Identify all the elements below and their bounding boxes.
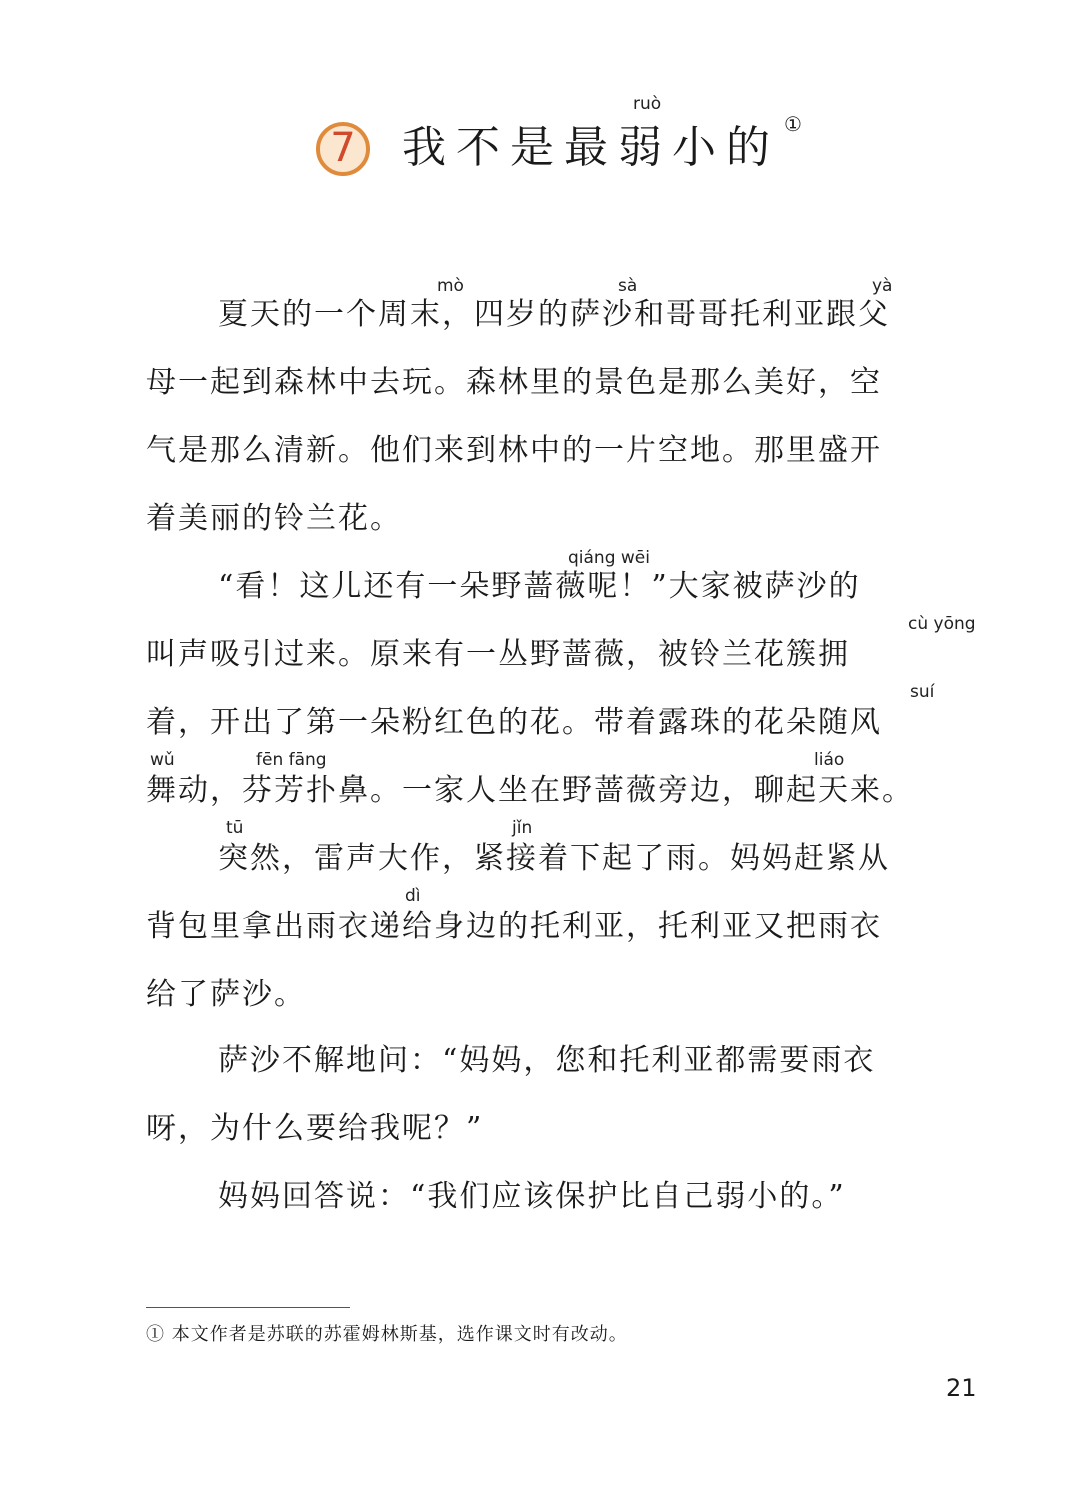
- text-line: 萨沙不解地问：“妈妈，您和托利亚都需要雨衣: [218, 1043, 876, 1078]
- pinyin-mo: mò: [437, 276, 464, 296]
- pinyin-tu: tū: [226, 818, 244, 838]
- text-line: 着美丽的铃兰花。: [146, 501, 402, 536]
- text-line: 母一起到森林中去玩。森林里的景色是那么美好，空: [146, 365, 882, 400]
- pinyin-di: dì: [405, 886, 421, 906]
- page-title: 我不是最弱小的: [402, 122, 780, 173]
- text-line: 叫声吸引过来。原来有一丛野蔷薇，被铃兰花簇拥: [146, 637, 850, 672]
- pinyin-sa: sà: [618, 276, 638, 296]
- title-footnote-mark: ①: [784, 112, 802, 136]
- text-line: 给了萨沙。: [146, 977, 306, 1012]
- text-line: 夏天的一个周末，四岁的萨沙和哥哥托利亚跟父: [218, 297, 890, 332]
- page-number: 21: [946, 1374, 977, 1402]
- footnote-divider: [146, 1307, 350, 1308]
- text-line: 背包里拿出雨衣递给身边的托利亚，托利亚又把雨衣: [146, 909, 882, 944]
- pinyin-liao: liáo: [814, 750, 845, 770]
- pinyin-qiangwei: qiáng wēi: [568, 548, 650, 568]
- text-line: 着，开出了第一朵粉红色的花。带着露珠的花朵随风: [146, 705, 882, 740]
- text-line: 舞动，芬芳扑鼻。一家人坐在野蔷薇旁边，聊起天来。: [146, 773, 914, 808]
- text-line: 妈妈回答说：“我们应该保护比自己弱小的。”: [218, 1179, 846, 1214]
- pinyin-wu: wǔ: [150, 750, 175, 770]
- text-line: 气是那么清新。他们来到林中的一片空地。那里盛开: [146, 433, 882, 468]
- pinyin-fenfang: fēn fāng: [256, 750, 327, 770]
- pinyin-jin: jǐn: [512, 818, 533, 838]
- pinyin-sui: suí: [910, 682, 935, 702]
- footnote: ① 本文作者是苏联的苏霍姆林斯基，选作课文时有改动。: [146, 1324, 628, 1345]
- lesson-header: [0, 94, 1074, 190]
- pinyin-cuyong: cù yōng: [908, 614, 976, 634]
- lesson-number: 7: [330, 125, 356, 171]
- text-line: “看！这儿还有一朵野蔷薇呢！”大家被萨沙的: [218, 569, 861, 604]
- pinyin-ya: yà: [872, 276, 893, 296]
- text-line: 突然，雷声大作，紧接着下起了雨。妈妈赶紧从: [218, 841, 890, 876]
- lesson-number-badge: [316, 122, 370, 176]
- title-pinyin: ruò: [633, 94, 662, 114]
- text-line: 呀，为什么要给我呢？”: [146, 1111, 484, 1146]
